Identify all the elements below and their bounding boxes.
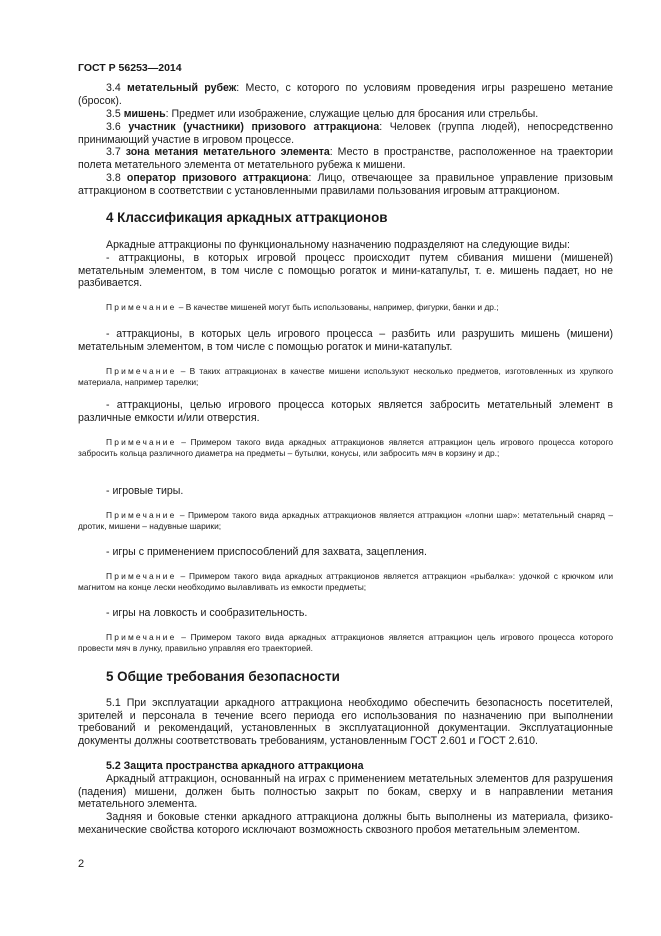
note-text: – Примером такого вида аркадных аттракционов является аттракцион цель игрового процесса которого провести мяч в лунку, правильно управляя его траекторией. — [78, 632, 613, 653]
term-number: 3.7 — [106, 146, 121, 158]
term-number: 3.6 — [106, 121, 121, 133]
clause-5-2-paragraph-1: Аркадный аттракцион, основанный на играх с применением метательных элементов для разрушения (падения) мишени, должен быть полностью закрыт по бокам, сверху и в направлении метания метательного элемента. — [78, 773, 613, 811]
term-name: участник (участники) призового аттракциона — [128, 121, 380, 133]
term-number: 3.8 — [106, 172, 121, 184]
note-label: Примечание — [106, 571, 177, 581]
note-1 — [78, 302, 613, 313]
term-3-5 — [78, 108, 613, 121]
term-3-6 — [78, 121, 613, 146]
term-definition: : Лицо, отвечающее за правильное управление призовым аттракционом в соответствии с установленными правилами пользования игровым аттракционом. — [78, 172, 614, 197]
note-text: – Примером такого вида аркадных аттракционов является аттракцион «рыбалка»: удочкой с крючком или магнитом на конце лески необходимо вылавливать из емкости предметы; — [78, 571, 613, 592]
term-definition: : Предмет или изображение, служащие целью для бросания или стрельбы. — [165, 108, 539, 120]
term-definition: : Человек (группа людей), непосредственно принимающий участие в игровом процессе. — [78, 121, 613, 146]
note-5 — [78, 571, 613, 593]
note-text: – В качестве мишеней могут быть использованы, например, фигурки, банки и др.; — [176, 302, 499, 312]
note-6 — [78, 632, 613, 654]
classification-item-4: - игровые тиры. — [106, 485, 184, 497]
classification-item-6: - игры на ловкость и сообразительность. — [106, 607, 308, 619]
term-definition: : Место в пространстве, расположенное на траектории полета метательного элемента от метательного рубежа к мишени. — [78, 146, 613, 171]
section-5-title: 5 Общие требования безопасности — [106, 669, 340, 684]
note-label: Примечание — [106, 366, 177, 376]
term-3-7 — [78, 146, 613, 171]
note-text: – Примером такого вида аркадных аттракционов является аттракцион цель игрового процесса которого забросить кольца различного диаметра на предметы – бутылки, конусы, или забросить мяч в корзину и др.; — [78, 437, 613, 458]
page-number: 2 — [78, 858, 85, 870]
classification-item-1: - аттракционы, в которых игровой процесс происходит путем сбивания мишени (мишеней) метательным элементом, в том числе с помощью рогаток и мини-катапульт, т. е. мишень падает, но не разбивается. — [78, 252, 613, 290]
term-number: 3.4 — [106, 82, 121, 94]
term-name: метательный рубеж — [127, 82, 237, 94]
note-text: – В таких аттракционах в качестве мишени используют несколько предметов, изготовленных из хрупкого материала, например тарелки; — [78, 366, 613, 387]
note-text: – Примером такого вида аркадных аттракционов является аттракцион «лопни шар»: метательный снаряд – дротик, мишени – надувные шарики; — [78, 510, 613, 531]
term-3-8 — [78, 172, 613, 197]
clause-5-1: 5.1 При эксплуатации аркадного аттракциона необходимо обеспечить безопасность посетителей, зрителей и персонала в течение всего периода его использования по назначению при выполнении требований и рекомендаций, установленных в эксплуатационной документации. Эксплуатационные документы должны соответствовать требованиям, установленным ГОСТ 2.601 и ГОСТ 2.610. — [78, 697, 613, 747]
note-label: Примечание — [106, 510, 177, 520]
classification-item-2: - аттракционы, в которых цель игрового процесса – разбить или разрушить мишень (мишени) метательным элементом, в том числе с помощью рогаток и мини-катапульт. — [78, 328, 613, 353]
clause-5-2-paragraph-2: Задняя и боковые стенки аркадного аттракциона должны быть выполнены из материала, физико-механические свойства которого исключают возможность сквозного пробоя метательным элементом. — [78, 811, 613, 836]
note-2 — [78, 366, 613, 388]
term-name: оператор призового аттракциона — [126, 172, 309, 184]
classification-item-5: - игры с применением приспособлений для захвата, зацепления. — [106, 546, 427, 558]
term-definition: : Место, с которого по условиям проведения игры разрешено метание (бросок). — [78, 82, 614, 107]
standard-header: ГОСТ Р 56253—2014 — [78, 62, 182, 74]
term-name: зона метания метательного элемента — [125, 146, 330, 158]
section-4-intro: Аркадные аттракционы по функциональному назначению подразделяют на следующие виды: — [106, 239, 570, 251]
clause-5-2-heading: 5.2 Защита пространства аркадного аттракциона — [106, 760, 364, 772]
term-name: мишень — [123, 108, 166, 120]
term-number: 3.5 — [106, 108, 121, 120]
note-label: Примечание — [106, 632, 177, 642]
section-4-title: 4 Классификация аркадных аттракционов — [106, 210, 388, 225]
term-3-4 — [78, 82, 613, 107]
note-3 — [78, 437, 613, 459]
note-label: Примечание — [106, 437, 177, 447]
note-4 — [78, 510, 613, 532]
classification-item-3: - аттракционы, целью игрового процесса которых является забросить метательный элемент в различные емкости и/или отверстия. — [78, 399, 613, 424]
note-label: Примечание — [106, 302, 177, 312]
